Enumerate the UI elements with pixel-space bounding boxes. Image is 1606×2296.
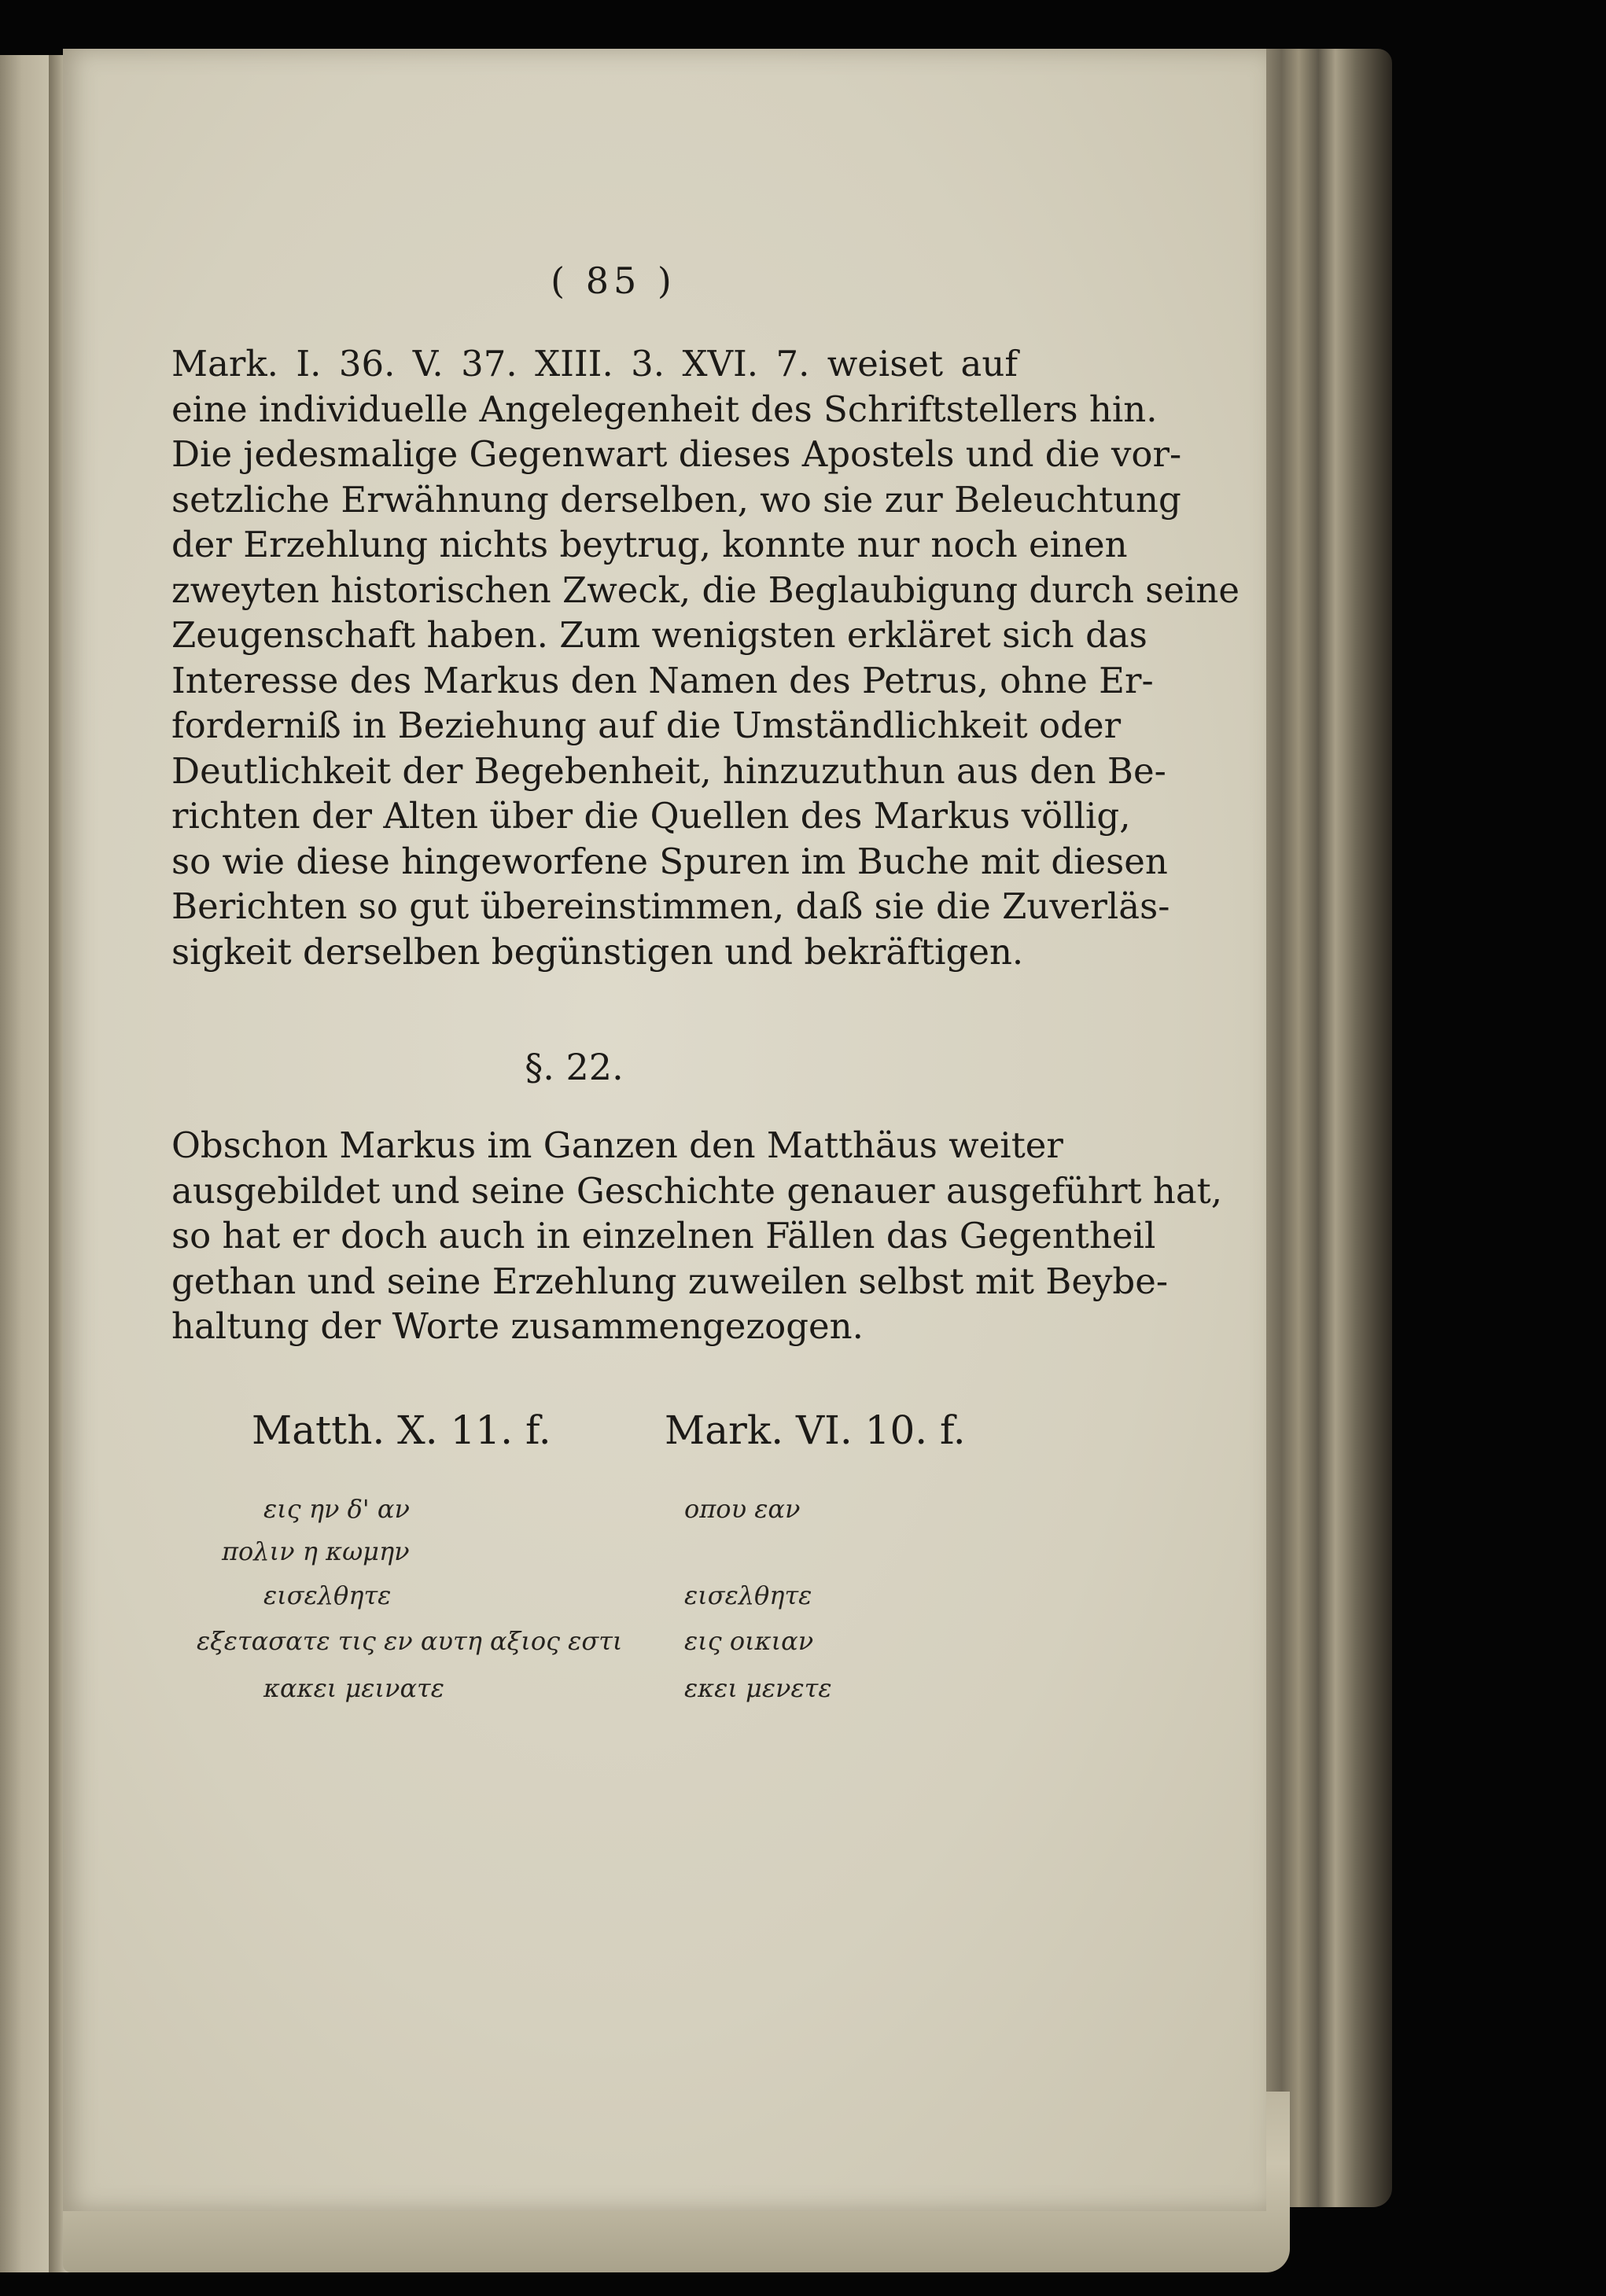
greek-line-right: εκει μενετε — [684, 1673, 832, 1703]
text-line: Die jedesmalige Gegenwart dieses Apostels und die vor- — [171, 433, 1182, 475]
text-line: ausgebildet und seine Geschichte genauer ausgeführt hat, — [171, 1169, 1223, 1212]
comparison-left-heading: Matth. X. 11. f. — [252, 1407, 551, 1453]
paragraph-1 — [171, 341, 1239, 974]
text-line: sigkeit derselben begünstigen und bekräftigen. — [171, 930, 1024, 973]
comparison-right-heading: Mark. VI. 10. f. — [665, 1407, 966, 1453]
text-line: setzliche Erwähnung derselben, wo sie zur Beleuchtung — [171, 478, 1181, 521]
page-number: ( 85 ) — [551, 259, 676, 302]
text-line: richten der Alten über die Quellen des Markus völlig, — [171, 795, 1131, 837]
text-line: eine individuelle Angelegenheit des Schriftstellers hin. — [171, 388, 1158, 430]
paragraph-2 — [171, 1123, 1223, 1349]
left-page-edge — [0, 55, 55, 2272]
text-line: haltung der Worte zusammengezogen. — [171, 1305, 864, 1347]
text-line: Berichten so gut übereinstimmen, daß sie die Zuverläs- — [171, 885, 1170, 927]
text-line: Zeugenschaft haben. Zum wenigsten erkläret sich das — [171, 614, 1147, 656]
text-line: Deutlichkeit der Begebenheit, hinzuzuthun aus den Be- — [171, 749, 1166, 792]
text-line: Mark. I. 36. V. 37. XIII. 3. XVI. 7. weiset auf — [171, 343, 1018, 385]
text-line: Obschon Markus im Ganzen den Matthäus weiter — [171, 1124, 1063, 1166]
greek-line-right: οπου εαν — [684, 1494, 801, 1524]
greek-line-left: εισελθητε — [263, 1580, 392, 1610]
text-line: Interesse des Markus den Namen des Petrus, ohne Er- — [171, 659, 1154, 701]
greek-line-left: εις ην δ' αν — [263, 1494, 410, 1524]
greek-line-right: εις οικιαν — [684, 1626, 814, 1656]
text-line: so hat er doch auch in einzelnen Fällen das Gegentheil — [171, 1215, 1156, 1257]
text-line: so wie diese hingeworfene Spuren im Buche mit diesen — [171, 840, 1168, 882]
greek-line-left: κακει μεινατε — [263, 1673, 444, 1703]
greek-line-left: πολιν η κωμην — [222, 1536, 410, 1566]
text-line: zweyten historischen Zweck, die Beglaubigung durch seine — [171, 568, 1239, 611]
page-edge-stack — [1251, 49, 1392, 2207]
text-line: forderniß in Beziehung auf die Umständlichkeit oder — [171, 705, 1122, 746]
text-line: der Erzehlung nichts beytrug, konnte nur noch einen — [171, 524, 1128, 565]
text-line: gethan und seine Erzehlung zuweilen selbst mit Beybe- — [171, 1260, 1169, 1302]
section-heading: §. 22. — [525, 1046, 624, 1088]
greek-line-left: εξετασατε τις εν αυτη αξιος εστι — [197, 1626, 623, 1656]
greek-line-right: εισελθητε — [684, 1580, 812, 1610]
